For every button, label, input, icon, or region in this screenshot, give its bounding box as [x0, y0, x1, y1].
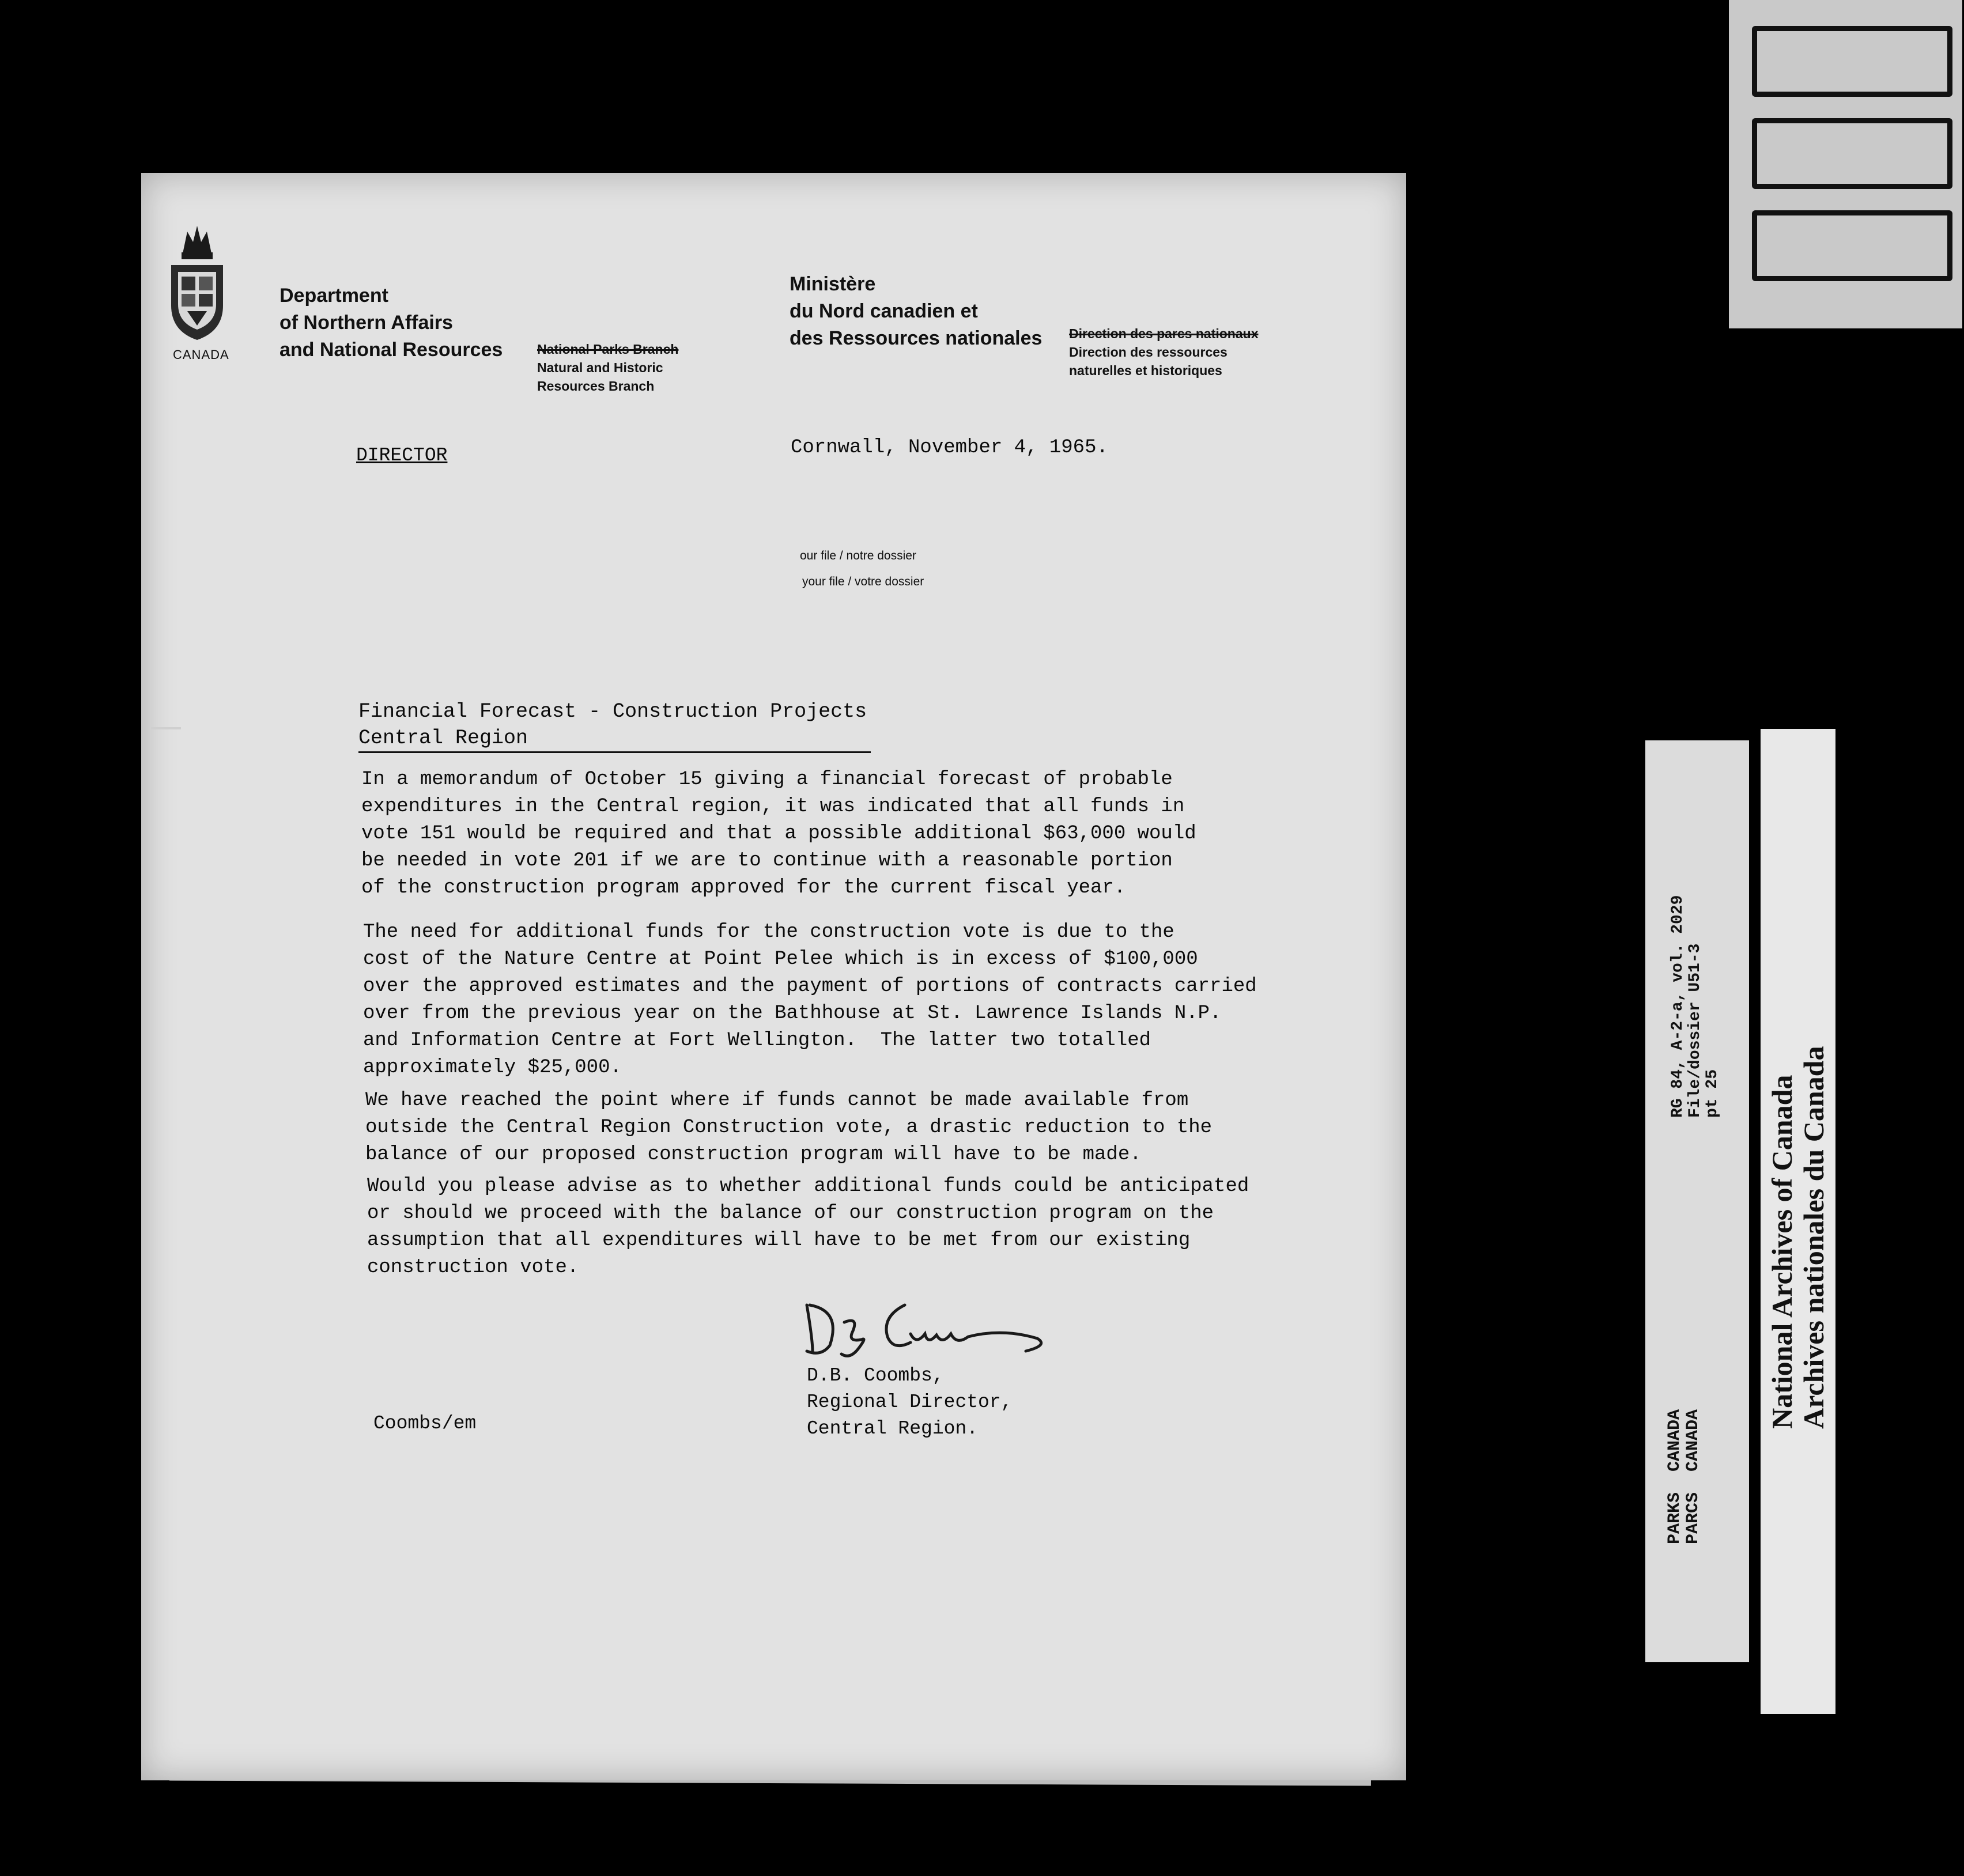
branch-name-fr [1069, 324, 1258, 380]
archives-label [1761, 729, 1835, 1714]
agency-text [1665, 1409, 1702, 1544]
dept-fr-line: du Nord canadien et [790, 300, 978, 322]
place-date: Cornwall, November 4, 1965. [791, 437, 1108, 459]
archives-line: Archives nationales du Canada [1797, 1046, 1830, 1429]
department-name-en [280, 282, 503, 364]
reference-text [1670, 895, 1721, 1118]
branch-en-line: Resources Branch [537, 379, 655, 394]
signatory-line: Central Region. [807, 1418, 979, 1439]
agency-line: PARCS CANADA [1683, 1409, 1703, 1544]
our-file-label: our file / notre dossier [800, 549, 916, 562]
dept-fr-line: des Ressources nationales [790, 327, 1043, 349]
signatory-block [807, 1363, 1012, 1442]
branch-en-line: Natural and Historic [537, 360, 663, 375]
your-file-label: your file / votre dossier [802, 575, 924, 588]
dept-en-line: Department [280, 285, 388, 307]
reference-line: RG 84, A-2-a, vol. 2029 [1669, 895, 1687, 1118]
dept-en-line: of Northern Affairs [280, 312, 453, 334]
country-label: CANADA [173, 347, 229, 362]
branch-fr-line: Direction des ressources [1069, 345, 1228, 360]
subject-line-underlined: Central Region [358, 725, 871, 753]
reference-line: File/dossier U51-3 [1686, 943, 1704, 1118]
subject-line: Financial Forecast - Construction Projects [358, 700, 867, 723]
film-frame-counter [1729, 0, 1962, 328]
struck-branch-en: National Parks Branch [537, 342, 679, 357]
reference-line: pt 25 [1704, 1069, 1721, 1118]
agency-line: PARKS CANADA [1665, 1409, 1684, 1544]
struck-branch-fr: Direction des parcs nationaux [1069, 326, 1259, 341]
frame-mark [1752, 210, 1952, 281]
branch-fr-line: naturelles et historiques [1069, 363, 1222, 378]
archives-text [1766, 1046, 1830, 1429]
archives-line: National Archives of Canada [1766, 1075, 1798, 1429]
handwritten-signature [795, 1288, 1060, 1368]
dept-en-line: and National Resources [280, 339, 503, 361]
typist-initials: Coombs/em [373, 1413, 477, 1434]
paragraph: In a memorandum of October 15 giving a financial forecast of probable expenditures in the Central region, it was indicated that all funds in vote 151 would be required and that a possible additional $63,000 would be needed in vote 201 if we are to continue with a reasonable portion of the construction program approved for the current fiscal year. [361, 769, 1196, 899]
margin-mark [151, 727, 181, 729]
subject [358, 698, 871, 753]
department-name-fr [790, 271, 1042, 352]
frame-mark [1752, 118, 1952, 189]
coat-of-arms-icon [164, 219, 231, 346]
branch-name-en [537, 340, 678, 395]
paragraph: Would you please advise as to whether additional funds could be anticipated or should we proceed with the balance of our construction program on the assumption that all expenditures will have to be met from our existing construction vote. [367, 1175, 1249, 1279]
paragraph: We have reached the point where if funds cannot be made available from outside the Central Region Construction vote, a drastic reduction to the balance of our proposed construction program will have to be made. [365, 1090, 1213, 1166]
signatory-line: D.B. Coombs, [807, 1365, 944, 1386]
paragraph: The need for additional funds for the construction vote is due to the cost of the Nature Centre at Point Pelee which is in excess of $100,000 over the approved estimates and the payment of portions of contracts carried over from the previous year on the Bathhouse at St. Lawrence Islands N.P. and Information Centre at Fort Wellington. The latter two totalled approximately $25,000. [363, 921, 1257, 1079]
signatory-line: Regional Director, [807, 1391, 1013, 1413]
reference-label [1645, 740, 1749, 1662]
dept-fr-line: Ministère [790, 273, 876, 295]
frame-mark [1752, 26, 1952, 97]
addressee: DIRECTOR [356, 445, 448, 466]
